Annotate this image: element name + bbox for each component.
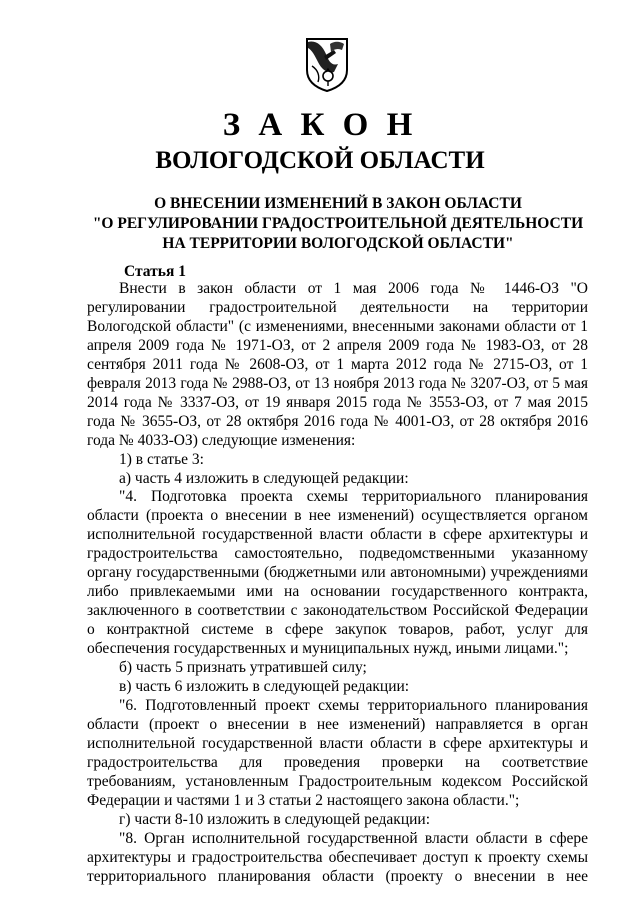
body-paragraph: б) часть 5 признать утратившей силу; <box>119 659 367 677</box>
body-paragraph: "8. Орган исполнительной государственной власти области в сфере архитектуры и градостроительства обеспечивает доступ к проекту схемы территориального планирования области (проекту о внесении в нее <box>87 829 588 885</box>
body-paragraph: "4. Подготовка проекта схемы территориального планирования области (проекта о внесении в нее изменений) осуществляется органом исполнительной государственной власти области в сфере архитектуры и градостроительства самостоятельно, подведомственными указанному органу государственными (бюджетными или автономными) учреждениями либо привлекаемыми ими на основании государственного контракта, заключенного в соответствии с законодательством Российской Федерации о контрактной системе в сфере закупок товаров, работ, услуг для обеспечения государственных и муниципальных нужд, иными лицами."; <box>87 488 588 658</box>
body-paragraph: "6. Подготовленный проект схемы территориального планирования области (проект о внесении в нее изменений) направляется в орган исполнительной государственной власти области в сфере архитектуры и градостроительства для проведения проверки на соответствие требованиям, установленным Градостроительным кодексом Российской Федерации и частями 1 и 3 статьи 2 настоящего закона области."; <box>87 696 588 809</box>
article-body <box>87 280 588 887</box>
law-subject <box>78 194 598 254</box>
body-paragraph: а) часть 4 изложить в следующей редакции: <box>119 469 409 487</box>
law-subject-line: "О РЕГУЛИРОВАНИИ ГРАДОСТРОИТЕЛЬНОЙ ДЕЯТЕЛЬНОСТИ <box>92 215 584 232</box>
vologda-coat-of-arms-icon <box>304 36 350 92</box>
law-title: З А К О Н <box>222 107 418 143</box>
body-paragraph: 1) в статье 3: <box>119 450 204 468</box>
law-region: ВОЛОГОДСКОЙ ОБЛАСТИ <box>155 147 485 174</box>
law-subject-line: О ВНЕСЕНИИ ИЗМЕНЕНИЙ В ЗАКОН ОБЛАСТИ <box>154 195 522 212</box>
law-subject-line: НА ТЕРРИТОРИИ ВОЛОГОДСКОЙ ОБЛАСТИ" <box>162 235 514 252</box>
body-paragraph: г) части 8-10 изложить в следующей редакции: <box>119 810 431 828</box>
article-heading: Статья 1 <box>124 263 186 280</box>
body-paragraph: Внести в закон области от 1 мая 2006 года № 1446-ОЗ "О регулировании градостроительной деятельности на территории Вологодской области" (с изменениями, внесенными законами области от 1 апреля 2009 года № 1971-ОЗ, от 2 апреля 2009 года № 1983-ОЗ, от 28 сентября 2011 года № 2608-ОЗ, от 1 марта 2012 года № 2715-ОЗ, от 1 февраля 2013 года № 2988-ОЗ, от 13 ноября 2013 года № 3207-ОЗ, от 5 мая 2014 года № 3337-ОЗ, от 19 января 2015 года № 3553-ОЗ, от 7 мая 2015 года № 3655-ОЗ, от 28 октября 2016 года № 4001-ОЗ, от 28 октября 2016 года № 4033-ОЗ) следующие изменения: <box>87 280 588 449</box>
body-paragraph: в) часть 6 изложить в следующей редакции: <box>119 678 410 696</box>
